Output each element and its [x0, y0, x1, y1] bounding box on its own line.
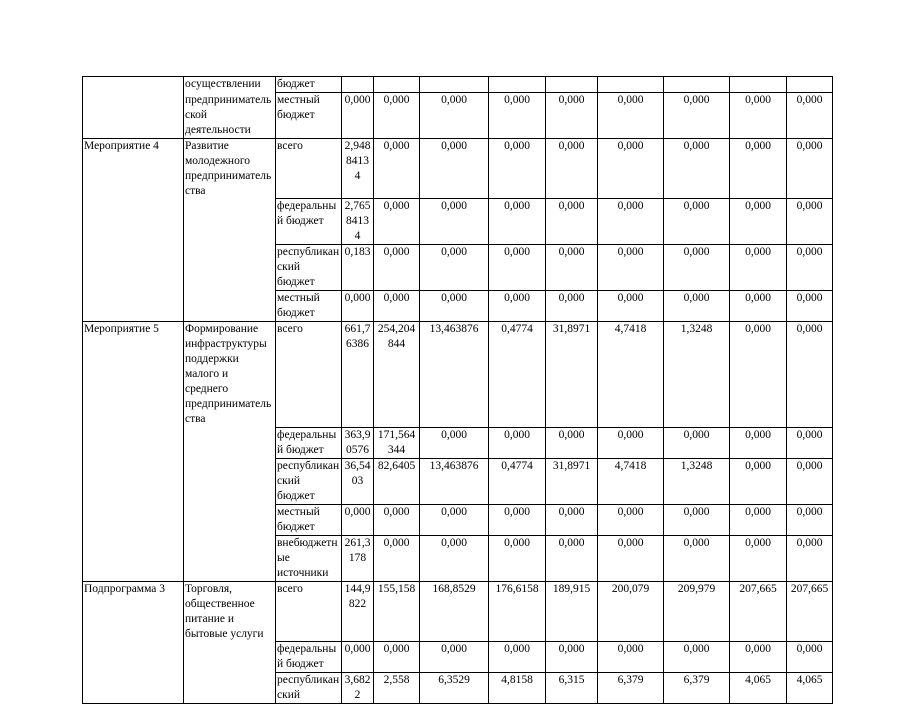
value-cell: 0,000: [546, 93, 598, 139]
value-cell: 0,000: [664, 427, 730, 458]
activity-description-cell: [184, 245, 276, 291]
value-cell: 0,000: [664, 642, 730, 673]
funding-source-cell: республиканский бюджет: [276, 458, 342, 504]
activity-name-cell: [83, 93, 184, 139]
table-row: [83, 458, 833, 504]
value-cell: 0,000: [664, 291, 730, 322]
value-cell: 0,000: [420, 138, 489, 199]
activity-description-cell: Торговля, общественное питание и бытовые услуги: [184, 581, 276, 642]
value-cell: 31,8971: [546, 322, 598, 428]
value-cell: 0,000: [730, 427, 787, 458]
funding-source-cell: всего: [276, 138, 342, 199]
value-cell: 1,3248: [664, 322, 730, 428]
value-cell: 0,000: [489, 291, 546, 322]
activity-name-cell: [83, 199, 184, 245]
value-cell: 4,065: [787, 673, 833, 704]
value-cell: [420, 77, 489, 93]
value-cell: 3,6822: [342, 673, 374, 704]
value-cell: 363,90576: [342, 427, 374, 458]
value-cell: 0,000: [787, 427, 833, 458]
activity-description-cell: [184, 673, 276, 704]
value-cell: 0,000: [664, 199, 730, 245]
value-cell: 0,000: [730, 291, 787, 322]
activity-name-cell: Мероприятие 5: [83, 322, 184, 428]
value-cell: 176,6158: [489, 581, 546, 642]
value-cell: 0,000: [598, 642, 664, 673]
activity-description-cell: [184, 427, 276, 458]
value-cell: 0,000: [730, 535, 787, 581]
value-cell: [664, 77, 730, 93]
value-cell: 261,3178: [342, 535, 374, 581]
value-cell: 31,8971: [546, 458, 598, 504]
activity-description-cell: [184, 535, 276, 581]
value-cell: 0,000: [420, 291, 489, 322]
value-cell: 0,000: [420, 535, 489, 581]
value-cell: [730, 77, 787, 93]
funding-source-cell: республиканский бюджет: [276, 245, 342, 291]
value-cell: 0,000: [546, 504, 598, 535]
value-cell: 200,079: [598, 581, 664, 642]
value-cell: [374, 77, 420, 93]
value-cell: 0,000: [489, 427, 546, 458]
value-cell: 2,558: [374, 673, 420, 704]
value-cell: 0,000: [342, 291, 374, 322]
value-cell: 0,000: [546, 642, 598, 673]
value-cell: 0,183: [342, 245, 374, 291]
value-cell: 144,9822: [342, 581, 374, 642]
table-row: [83, 427, 833, 458]
activity-name-cell: [83, 291, 184, 322]
value-cell: 0,000: [546, 199, 598, 245]
value-cell: 0,000: [787, 504, 833, 535]
funding-source-cell: федеральный бюджет: [276, 427, 342, 458]
table-row: [83, 138, 833, 199]
value-cell: 0,000: [730, 245, 787, 291]
value-cell: 0,000: [664, 504, 730, 535]
activity-description-cell: предпринимательской деятельности: [184, 93, 276, 139]
activity-description-cell: [184, 504, 276, 535]
value-cell: 0,000: [730, 199, 787, 245]
value-cell: 0,000: [374, 504, 420, 535]
value-cell: 207,665: [730, 581, 787, 642]
funding-source-cell: всего: [276, 322, 342, 428]
value-cell: 0,000: [489, 535, 546, 581]
funding-source-cell: местный бюджет: [276, 504, 342, 535]
value-cell: 1,3248: [664, 458, 730, 504]
activity-description-cell: [184, 458, 276, 504]
activity-description-cell: [184, 199, 276, 245]
table-row: [83, 535, 833, 581]
funding-source-cell: внебюджетные источники: [276, 535, 342, 581]
value-cell: 0,000: [730, 93, 787, 139]
funding-source-cell: местный бюджет: [276, 291, 342, 322]
value-cell: [787, 77, 833, 93]
value-cell: 0,000: [598, 93, 664, 139]
activity-description-cell: [184, 291, 276, 322]
value-cell: 0,000: [598, 138, 664, 199]
activity-name-cell: [83, 427, 184, 458]
value-cell: 0,000: [787, 138, 833, 199]
funding-source-cell: республиканский: [276, 673, 342, 704]
value-cell: 6,379: [598, 673, 664, 704]
value-cell: 0,000: [787, 245, 833, 291]
value-cell: 0,000: [546, 245, 598, 291]
value-cell: 155,158: [374, 581, 420, 642]
activity-description-cell: осуществлении: [184, 77, 276, 93]
table-row: [83, 642, 833, 673]
value-cell: 4,7418: [598, 458, 664, 504]
value-cell: 0,000: [730, 458, 787, 504]
funding-source-cell: федеральный бюджет: [276, 642, 342, 673]
value-cell: 4,065: [730, 673, 787, 704]
value-cell: 0,000: [664, 245, 730, 291]
value-cell: 0,000: [420, 245, 489, 291]
table-row: [83, 322, 833, 428]
value-cell: 207,665: [787, 581, 833, 642]
activity-name-cell: [83, 642, 184, 673]
value-cell: 0,000: [546, 427, 598, 458]
activity-name-cell: [83, 245, 184, 291]
value-cell: 0,000: [664, 138, 730, 199]
value-cell: 0,000: [374, 535, 420, 581]
value-cell: 168,8529: [420, 581, 489, 642]
value-cell: 661,76386: [342, 322, 374, 428]
value-cell: 0,000: [787, 642, 833, 673]
funding-source-cell: бюджет: [276, 77, 342, 93]
value-cell: 0,000: [730, 504, 787, 535]
value-cell: 0,000: [420, 642, 489, 673]
value-cell: 0,000: [420, 427, 489, 458]
budget-table: [82, 76, 833, 704]
activity-name-cell: [83, 77, 184, 93]
funding-source-cell: федеральный бюджет: [276, 199, 342, 245]
value-cell: 171,564344: [374, 427, 420, 458]
value-cell: 6,3529: [420, 673, 489, 704]
value-cell: 0,000: [420, 199, 489, 245]
value-cell: 0,000: [374, 245, 420, 291]
value-cell: 2,9488413 4: [342, 138, 374, 199]
value-cell: 0,000: [342, 93, 374, 139]
value-cell: 2,7658413 4: [342, 199, 374, 245]
value-cell: 4,8158: [489, 673, 546, 704]
value-cell: 0,000: [664, 535, 730, 581]
table-row: [83, 199, 833, 245]
value-cell: 0,000: [598, 535, 664, 581]
table-row: [83, 77, 833, 93]
activity-description-cell: [184, 642, 276, 673]
value-cell: [489, 77, 546, 93]
table-row: [83, 291, 833, 322]
value-cell: [342, 77, 374, 93]
value-cell: 0,000: [787, 291, 833, 322]
value-cell: 13,463876: [420, 322, 489, 428]
value-cell: [546, 77, 598, 93]
value-cell: 0,000: [546, 291, 598, 322]
value-cell: 0,000: [489, 504, 546, 535]
value-cell: 0,000: [420, 93, 489, 139]
value-cell: 0,000: [598, 245, 664, 291]
value-cell: 0,000: [374, 291, 420, 322]
value-cell: 0,000: [546, 535, 598, 581]
table-row: [83, 581, 833, 642]
value-cell: 0,000: [489, 245, 546, 291]
activity-description-cell: Развитие молодежного предпринимательства: [184, 138, 276, 199]
value-cell: [598, 77, 664, 93]
value-cell: 0,000: [598, 291, 664, 322]
value-cell: 0,000: [598, 504, 664, 535]
value-cell: 13,463876: [420, 458, 489, 504]
value-cell: 0,000: [374, 642, 420, 673]
value-cell: 0,000: [787, 458, 833, 504]
funding-source-cell: всего: [276, 581, 342, 642]
value-cell: 0,000: [420, 504, 489, 535]
value-cell: 36,5403: [342, 458, 374, 504]
value-cell: 0,000: [664, 93, 730, 139]
table-row: [83, 245, 833, 291]
value-cell: 0,000: [489, 642, 546, 673]
value-cell: 0,000: [374, 199, 420, 245]
value-cell: 0,000: [546, 138, 598, 199]
value-cell: 0,000: [598, 199, 664, 245]
value-cell: 189,915: [546, 581, 598, 642]
value-cell: 6,379: [664, 673, 730, 704]
value-cell: 0,000: [342, 504, 374, 535]
value-cell: 0,000: [730, 642, 787, 673]
value-cell: 0,000: [489, 93, 546, 139]
value-cell: 0,000: [730, 322, 787, 428]
value-cell: 0,000: [342, 642, 374, 673]
value-cell: 0,000: [374, 93, 420, 139]
table-row: [83, 93, 833, 139]
value-cell: 0,4774: [489, 322, 546, 428]
value-cell: 0,000: [489, 138, 546, 199]
value-cell: 254,204844: [374, 322, 420, 428]
value-cell: 0,000: [787, 322, 833, 428]
activity-name-cell: Подпрограмма 3: [83, 581, 184, 642]
budget-table-page: [82, 76, 833, 704]
table-row: [83, 504, 833, 535]
activity-description-cell: Формирование инфраструктуры поддержки малого и среднего предпринимательства: [184, 322, 276, 428]
value-cell: 0,000: [598, 427, 664, 458]
activity-name-cell: [83, 458, 184, 504]
value-cell: 82,6405: [374, 458, 420, 504]
value-cell: 0,000: [787, 93, 833, 139]
value-cell: 4,7418: [598, 322, 664, 428]
activity-name-cell: [83, 504, 184, 535]
value-cell: 0,000: [489, 199, 546, 245]
value-cell: 0,4774: [489, 458, 546, 504]
activity-name-cell: [83, 673, 184, 704]
value-cell: 6,315: [546, 673, 598, 704]
value-cell: 0,000: [787, 199, 833, 245]
value-cell: 209,979: [664, 581, 730, 642]
activity-name-cell: Мероприятие 4: [83, 138, 184, 199]
value-cell: 0,000: [787, 535, 833, 581]
value-cell: 0,000: [730, 138, 787, 199]
value-cell: 0,000: [374, 138, 420, 199]
funding-source-cell: местный бюджет: [276, 93, 342, 139]
activity-name-cell: [83, 535, 184, 581]
table-row: [83, 673, 833, 704]
